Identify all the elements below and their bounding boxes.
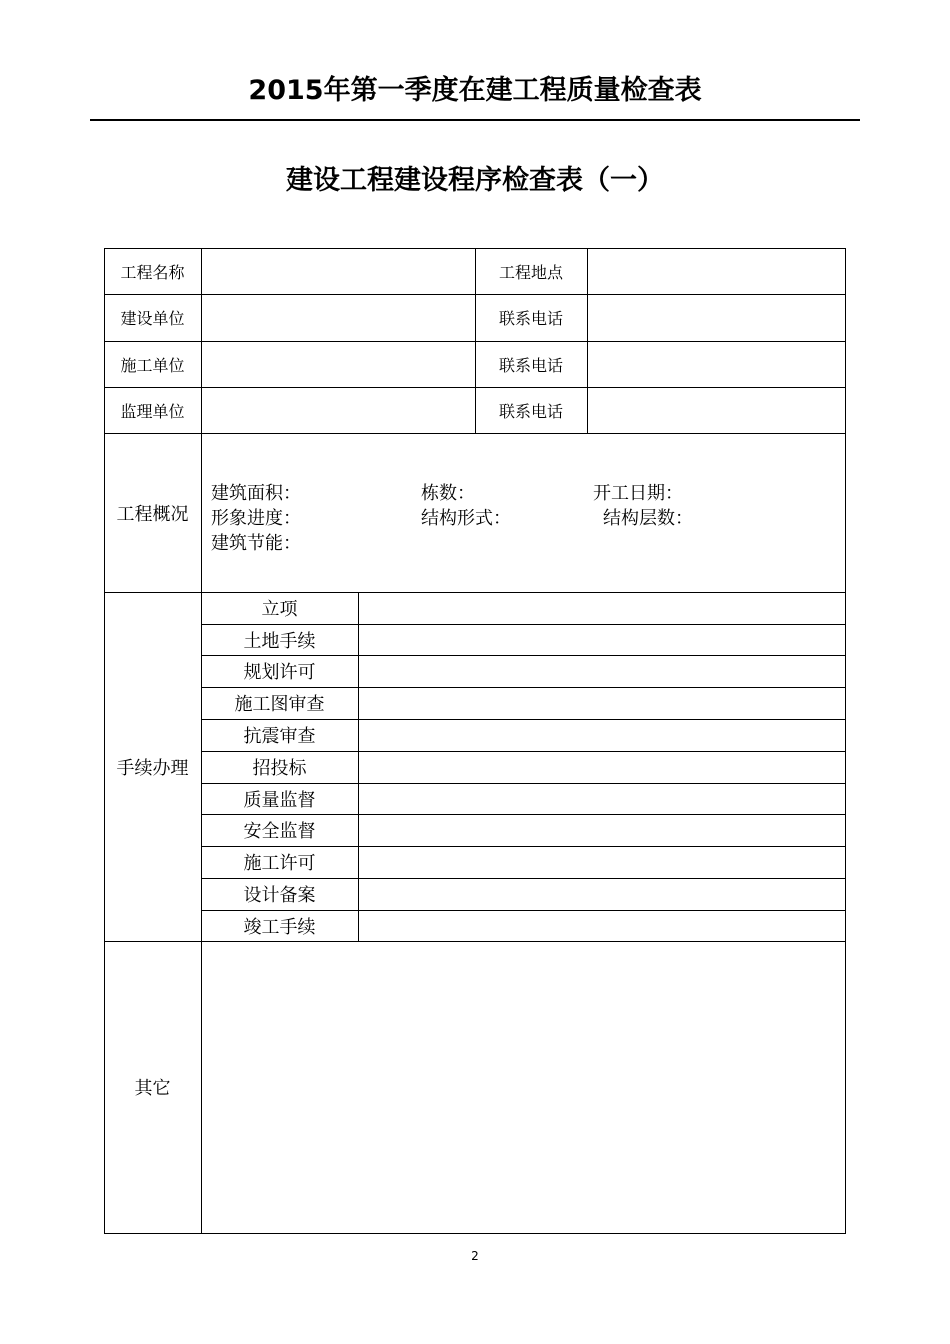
contractor-label: 施工单位 [120,355,185,375]
supervisor-field[interactable] [201,387,475,433]
contractor-field[interactable] [201,341,475,387]
procedure-item-field[interactable] [358,814,845,846]
procedure-item-label: 立项 [261,599,298,620]
supervisor-phone-label: 联系电话 [498,401,563,421]
contractor-phone-label: 联系电话 [498,355,563,375]
project-name-field[interactable] [201,248,475,294]
energy-saving-label: 建筑节能： [211,533,301,554]
procedure-item-field[interactable] [358,624,845,655]
procedure-item-field[interactable] [358,783,845,814]
project-name-label: 工程名称 [120,262,185,282]
procedures-label: 手续办理 [116,757,189,779]
procedure-item-label: 安全监督 [243,821,316,842]
procedure-item-field[interactable] [358,687,845,719]
procedure-item-label: 招投标 [252,758,307,779]
contractor-phone-field[interactable] [587,341,845,387]
supervisor-phone-field[interactable] [587,387,845,433]
supervisor-label: 监理单位 [120,401,185,421]
procedure-item-field[interactable] [358,878,845,910]
header-divider [90,119,860,121]
building-count-label: 栋数： [421,483,475,504]
procedure-item-label: 土地手续 [243,630,316,652]
procedure-item-label: 施工图审查 [234,694,325,715]
project-location-field[interactable] [587,248,845,294]
form-title: 建设工程建设程序检查表（一） [286,165,664,196]
procedure-item-field[interactable] [358,910,845,941]
table-border-right [845,248,846,1233]
procedure-item-label: 设计备案 [243,885,316,906]
floors-label: 结构层数： [603,508,693,529]
construction-unit-phone-label: 联系电话 [498,309,563,328]
procedure-item-label: 质量监督 [243,789,316,811]
procedure-item-label: 抗震审查 [243,726,316,747]
row-divider [104,433,846,434]
building-area-label: 建筑面积： [211,483,301,504]
procedure-item-field[interactable] [358,846,845,878]
procedure-item-field[interactable] [358,592,845,624]
procedure-item-label: 施工许可 [243,853,316,874]
start-date-label: 开工日期： [593,483,683,504]
procedure-item-field[interactable] [358,655,845,687]
construction-unit-label: 建设单位 [120,309,185,328]
construction-unit-phone-field[interactable] [587,294,845,341]
procedure-item-label: 竣工手续 [243,916,316,938]
other-label: 其它 [134,1078,171,1099]
project-location-label: 工程地点 [498,262,563,282]
overview-label: 工程概况 [116,503,189,525]
progress-label: 形象进度： [211,508,301,529]
document-title: 2015年第一季度在建工程质量检查表 [248,75,702,106]
procedure-item-field[interactable] [358,751,845,783]
structure-type-label: 结构形式： [421,508,511,529]
construction-unit-field[interactable] [201,294,475,341]
procedure-item-field[interactable] [358,719,845,751]
other-field[interactable] [201,941,845,1233]
page-number: 2 [471,1249,479,1263]
procedure-item-label: 规划许可 [243,662,316,683]
table-border-bottom [104,1233,846,1234]
